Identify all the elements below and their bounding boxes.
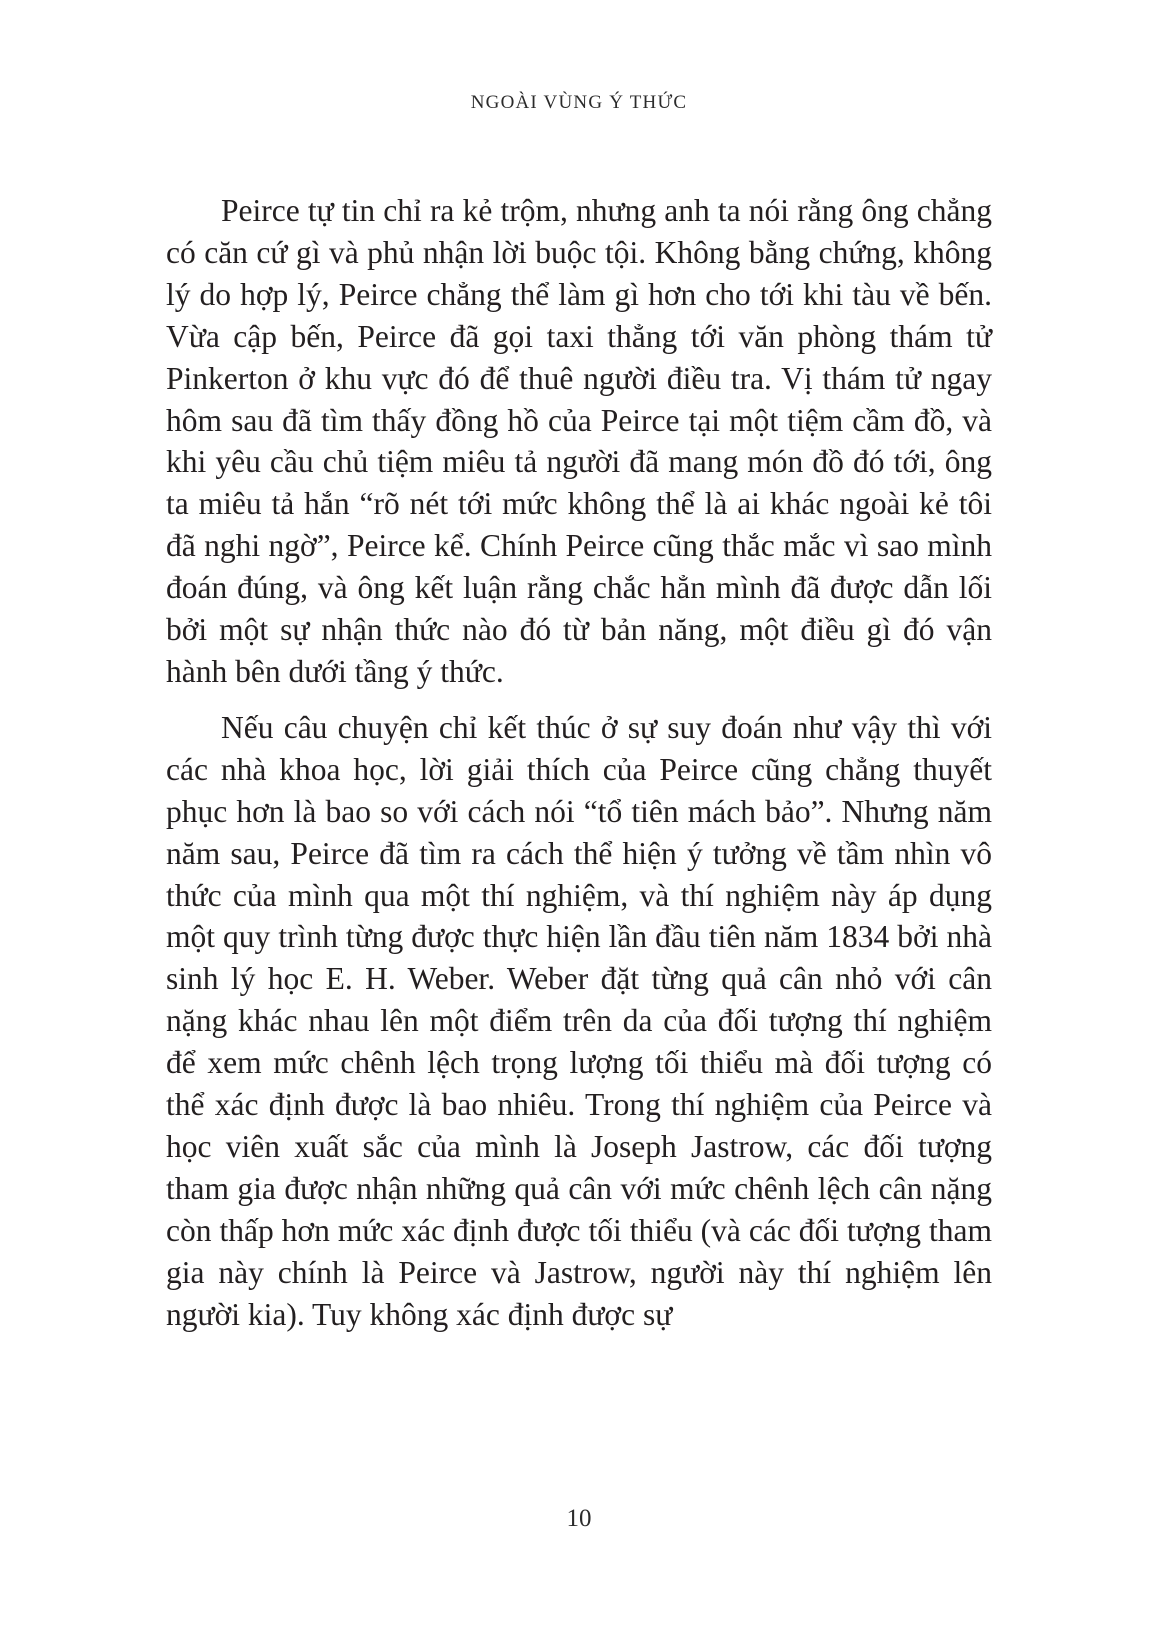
- paragraph-2: Nếu câu chuyện chỉ kết thúc ở sự suy đoán như vậy thì với các nhà khoa học, lời giải thích của Peirce cũng chẳng thuyết phục hơn là bao so với cách nói “tổ tiên mách bảo”. Nhưng năm năm sau, Peirce đã tìm ra cách thể hiện ý tưởng về tầm nhìn vô thức của mình qua một thí nghiệm, và thí nghiệm này áp dụng một quy trình từng được thực hiện lần đầu tiên năm 1834 bởi nhà sinh lý học E. H. Weber. Weber đặt từng quả cân nhỏ với cân nặng khác nhau lên một điểm trên da của đối tượng thí nghiệm để xem mức chênh lệch trọng lượng tối thiểu mà đối tượng có thể xác định được là bao nhiêu. Trong thí nghiệm của Peirce và học viên xuất sắc của mình là Joseph Jastrow, các đối tượng tham gia được nhận những quả cân với mức chênh lệch cân nặng còn thấp hơn mức xác định được tối thiểu (và các đối tượng tham gia này chính là Peirce và Jastrow, người này thí nghiệm lên người kia). Tuy không xác định được sự: [166, 709, 992, 1332]
- running-header: NGOÀI VÙNG Ý THỨC: [470, 92, 688, 113]
- page-number: 10: [566, 1505, 592, 1532]
- paragraph-1: Peirce tự tin chỉ ra kẻ trộm, nhưng anh ta nói rằng ông chẳng có căn cứ gì và phủ nhận lời buộc tội. Không bằng chứng, không lý do hợp lý, Peirce chẳng thể làm gì hơn cho tới khi tàu về bến. Vừa cập bến, Peirce đã gọi taxi thẳng tới văn phòng thám tử Pinkerton ở khu vực đó để thuê người điều tra. Vị thám tử ngay hôm sau đã tìm thấy đồng hồ của Peirce tại một tiệm cầm đồ, và khi yêu cầu chủ tiệm miêu tả người đã mang món đồ đó tới, ông ta miêu tả hắn “rõ nét tới mức không thể là ai khác ngoài kẻ tôi đã nghi ngờ”, Peirce kể. Chính Peirce cũng thắc mắc vì sao mình đoán đúng, và ông kết luận rằng chắc hẳn mình đã được dẫn lối bởi một sự nhận thức nào đó từ bản năng, một điều gì đó vận hành bên dưới tầng ý thức.: [166, 193, 992, 689]
- body-text: [166, 190, 992, 1335]
